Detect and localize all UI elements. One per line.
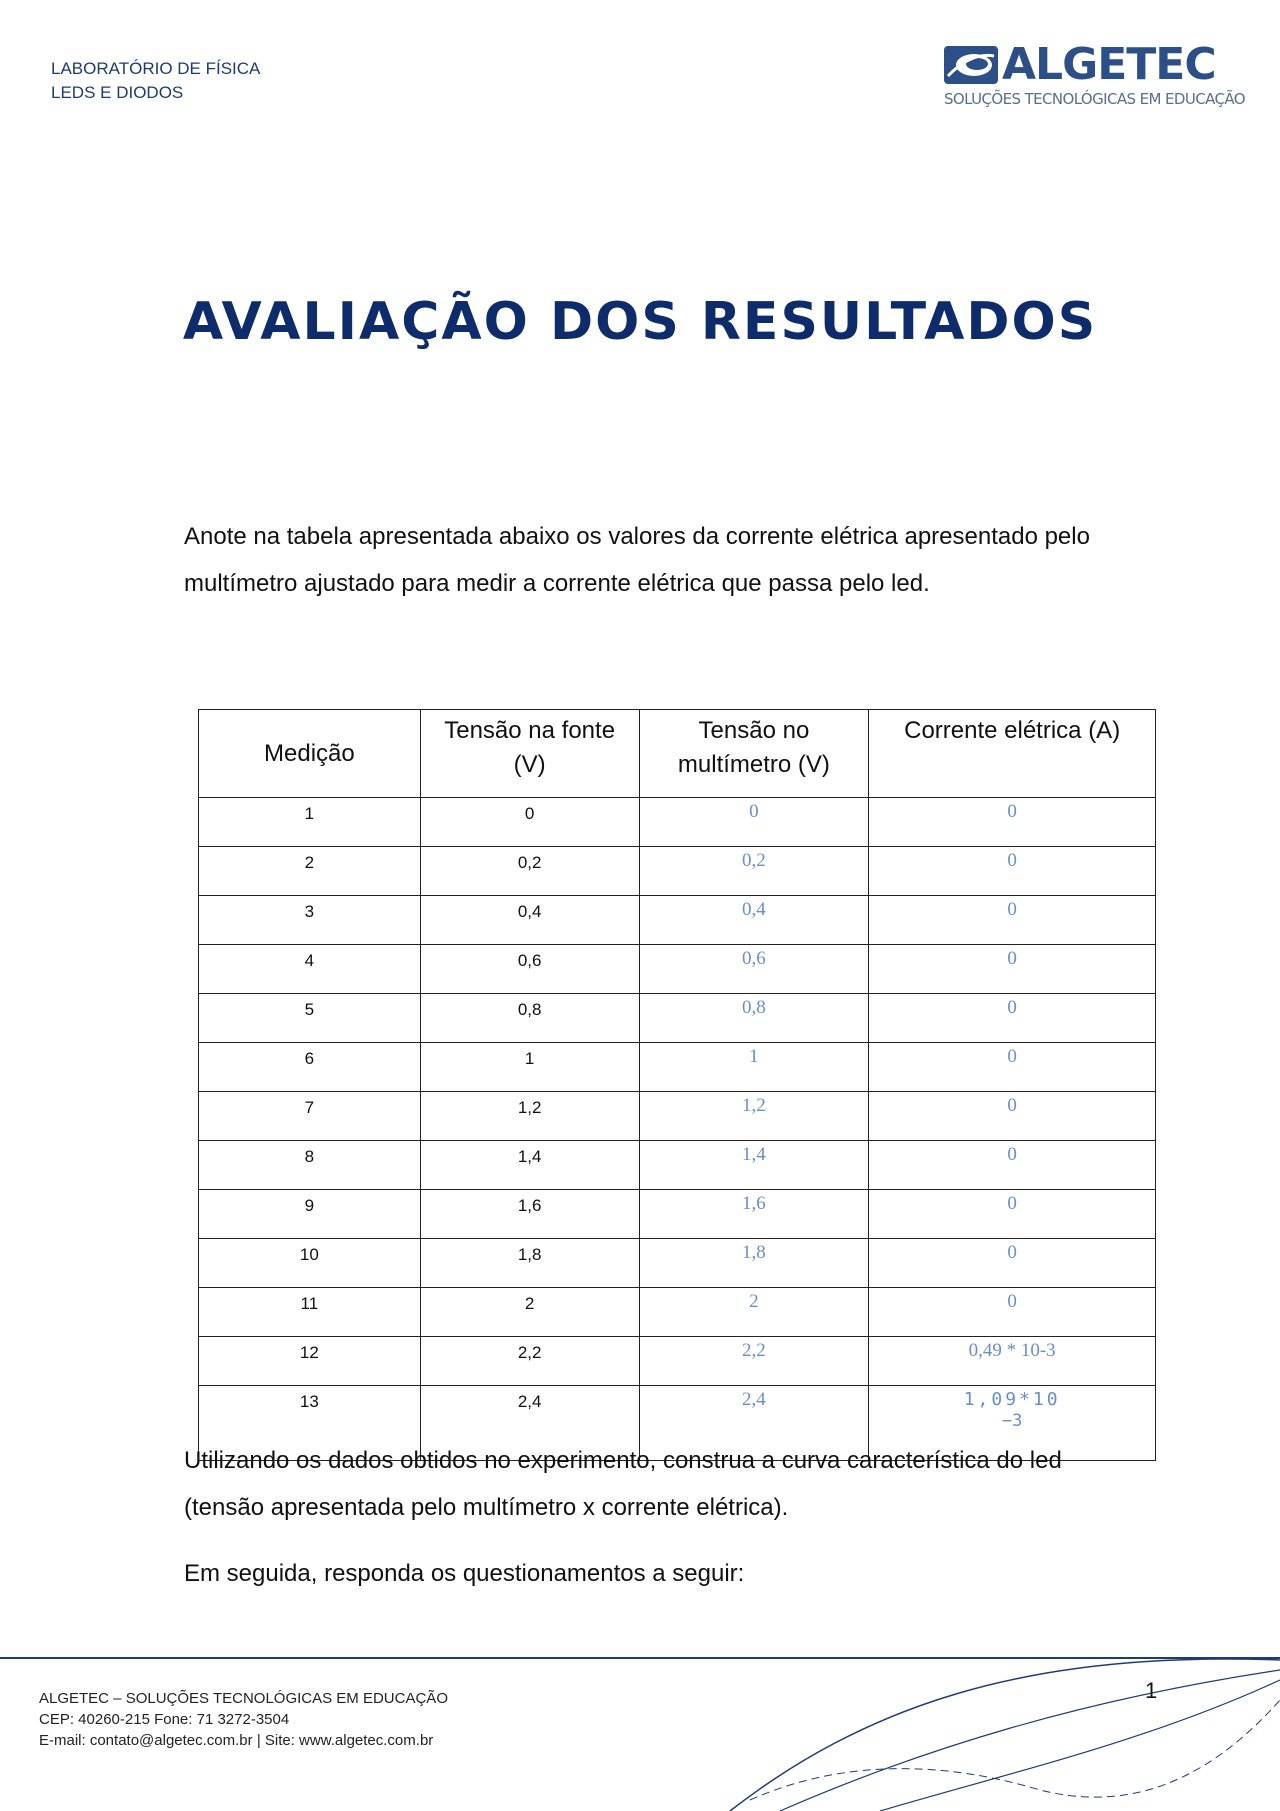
footer-address: CEP: 40260-215 Fone: 71 3272-3504 <box>39 1711 290 1728</box>
cell-measurement: 6 <box>199 1043 421 1092</box>
results-table <box>198 709 1156 1461</box>
footer-wave-decoration <box>720 1640 1280 1811</box>
cell-multimeter-voltage[interactable]: 0 <box>639 798 869 847</box>
cell-source-voltage: 1,8 <box>420 1239 639 1288</box>
table-row <box>199 1239 1156 1288</box>
logo-wordmark: ALGETEC <box>1002 39 1216 90</box>
footer-text <box>39 1688 448 1751</box>
cell-measurement: 2 <box>199 847 421 896</box>
cell-source-voltage: 1 <box>420 1043 639 1092</box>
cell-source-voltage: 1,6 <box>420 1190 639 1239</box>
table-row <box>199 896 1156 945</box>
cell-measurement: 8 <box>199 1141 421 1190</box>
page-number: 1 <box>1145 1678 1158 1703</box>
logo-mark-icon <box>944 46 998 84</box>
page-title: AVALIAÇÃO DOS RESULTADOS <box>182 292 1098 352</box>
cell-source-voltage: 2 <box>420 1288 639 1337</box>
cell-multimeter-voltage[interactable]: 2,4 <box>639 1386 869 1461</box>
cell-source-voltage: 0 <box>420 798 639 847</box>
algetec-logo <box>944 39 1245 114</box>
cell-measurement: 1 <box>199 798 421 847</box>
cell-multimeter-voltage[interactable]: 2,2 <box>639 1337 869 1386</box>
column-header-current: Corrente elétrica (A) <box>869 710 1156 798</box>
cell-measurement: 4 <box>199 945 421 994</box>
cell-source-voltage: 0,4 <box>420 896 639 945</box>
cell-multimeter-voltage[interactable]: 0,8 <box>639 994 869 1043</box>
cell-measurement: 12 <box>199 1337 421 1386</box>
curve-instruction-paragraph: Utilizando os dados obtidos no experimento, construa a curva característica do led (tensão apresentada pelo multímetro x corrente elétrica). <box>184 1447 1062 1521</box>
cell-multimeter-voltage[interactable]: 1,6 <box>639 1190 869 1239</box>
footer-contact[interactable]: E-mail: contato@algetec.com.br | Site: www.algetec.com.br <box>39 1732 434 1749</box>
cell-measurement: 7 <box>199 1092 421 1141</box>
header-text <box>51 57 260 105</box>
table-row <box>199 945 1156 994</box>
cell-current[interactable]: 0 <box>869 798 1156 847</box>
column-header-measurement: Medição <box>199 710 421 798</box>
table-row <box>199 1141 1156 1190</box>
column-header-source-voltage: Tensão na fonte (V) <box>420 710 639 798</box>
cell-measurement: 9 <box>199 1190 421 1239</box>
cell-current[interactable]: 0 <box>869 1190 1156 1239</box>
table-row <box>199 1092 1156 1141</box>
cell-multimeter-voltage[interactable]: 0,4 <box>639 896 869 945</box>
footer-company: ALGETEC – SOLUÇÕES TECNOLÓGICAS EM EDUCAÇÃO <box>39 1690 448 1707</box>
header-lab-title: LABORATÓRIO DE FÍSICA <box>51 59 261 78</box>
cell-measurement: 3 <box>199 896 421 945</box>
cell-current[interactable]: 0 <box>869 1092 1156 1141</box>
cell-multimeter-voltage[interactable]: 0,6 <box>639 945 869 994</box>
table-header-row <box>199 710 1156 798</box>
cell-current[interactable]: 0 <box>869 994 1156 1043</box>
cell-multimeter-voltage[interactable]: 1,4 <box>639 1141 869 1190</box>
table-row <box>199 798 1156 847</box>
header-subject: LEDS E DIODOS <box>51 83 184 102</box>
intro-paragraph: Anote na tabela apresentada abaixo os valores da corrente elétrica apresentado pelo multímetro ajustado para medir a corrente elétrica que passa pelo led. <box>184 523 1090 597</box>
table-row <box>199 1043 1156 1092</box>
cell-source-voltage: 1,2 <box>420 1092 639 1141</box>
table-row <box>199 847 1156 896</box>
table-row <box>199 1337 1156 1386</box>
questions-intro-paragraph: Em seguida, responda os questionamentos a seguir: <box>184 1560 745 1587</box>
logo-tagline: SOLUÇÕES TECNOLÓGICAS EM EDUCAÇÃO <box>944 90 1245 108</box>
cell-source-voltage: 0,2 <box>420 847 639 896</box>
cell-source-voltage: 1,4 <box>420 1141 639 1190</box>
cell-multimeter-voltage[interactable]: 2 <box>639 1288 869 1337</box>
cell-multimeter-voltage[interactable]: 1 <box>639 1043 869 1092</box>
cell-current[interactable]: 0 <box>869 1141 1156 1190</box>
cell-source-voltage: 2,2 <box>420 1337 639 1386</box>
cell-current[interactable]: 0 <box>869 945 1156 994</box>
cell-source-voltage: 2,4 <box>420 1386 639 1461</box>
cell-current[interactable]: 0 <box>869 847 1156 896</box>
cell-multimeter-voltage[interactable]: 1,2 <box>639 1092 869 1141</box>
cell-measurement: 5 <box>199 994 421 1043</box>
column-header-multimeter-voltage: Tensão no multímetro (V) <box>639 710 869 798</box>
cell-source-voltage: 0,8 <box>420 994 639 1043</box>
table-row <box>199 1288 1156 1337</box>
cell-current[interactable]: 0 <box>869 1288 1156 1337</box>
cell-measurement: 11 <box>199 1288 421 1337</box>
cell-measurement: 10 <box>199 1239 421 1288</box>
cell-current[interactable]: 0 <box>869 1043 1156 1092</box>
cell-current[interactable]: 0 <box>869 896 1156 945</box>
cell-multimeter-voltage[interactable]: 1,8 <box>639 1239 869 1288</box>
cell-source-voltage: 0,6 <box>420 945 639 994</box>
cell-current[interactable]: 0,49 * 10-3 <box>869 1337 1156 1386</box>
current-exponent: −3 <box>1001 1411 1023 1431</box>
cell-current[interactable]: 0 <box>869 1239 1156 1288</box>
cell-multimeter-voltage[interactable]: 0,2 <box>639 847 869 896</box>
current-mantissa: 1,09*10 <box>963 1389 1061 1410</box>
table-row <box>199 994 1156 1043</box>
cell-measurement: 13 <box>199 1386 421 1461</box>
table-row <box>199 1190 1156 1239</box>
